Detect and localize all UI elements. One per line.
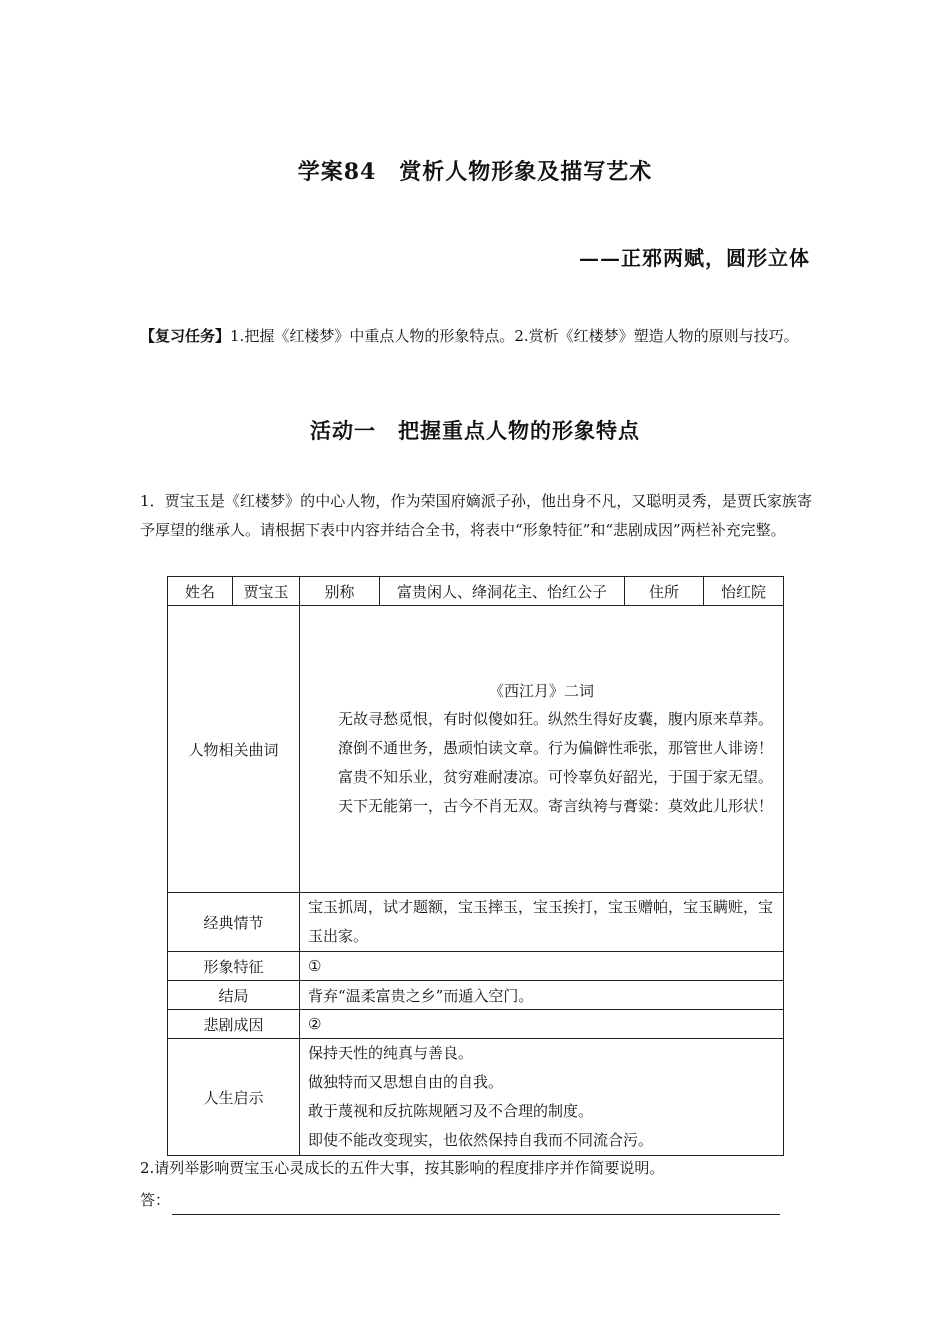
plot-value: 宝玉抓周，试才题额，宝玉摔玉，宝玉挨打，宝玉赠帕，宝玉瞒赃，宝玉出家。 <box>300 893 784 952</box>
table-row <box>168 952 784 981</box>
poem-title: 《西江月》二词 <box>488 682 594 700</box>
table-row <box>168 577 784 606</box>
plot-label: 经典情节 <box>168 893 300 952</box>
review-task-text: 1.把握《红楼梦》中重点人物的形象特点。2.赏析《红楼梦》塑造人物的原则与技巧。 <box>230 327 799 345</box>
insight-line: 做独特而又思想自由的自我。 <box>308 1073 504 1091</box>
insight-label: 人生启示 <box>168 1039 300 1156</box>
name-label: 姓名 <box>168 577 233 606</box>
alias-value: 富贵闲人、绛洞花主、怡红公子 <box>380 577 625 606</box>
cause-label: 悲剧成因 <box>168 1010 300 1039</box>
question-2: 2.请列举影响贾宝玉心灵成长的五件大事，按其影响的程度排序并作简要说明。 <box>140 1159 665 1177</box>
poem-line: 无故寻愁觅恨，有时似傻如狂。纵然生得好皮囊，腹内原来草莽。 <box>338 710 774 728</box>
cause-value: ② <box>300 1010 784 1039</box>
poem-cell <box>300 606 784 893</box>
answer-area <box>140 1186 780 1215</box>
table-row <box>168 893 784 952</box>
poem-label: 人物相关曲词 <box>168 606 300 893</box>
answer-line[interactable] <box>172 1194 780 1215</box>
residence-value: 怡红院 <box>704 577 784 606</box>
poem-line: 天下无能第一，古今不肖无双。寄言纨袴与膏粱：莫效此儿形状！ <box>338 797 774 815</box>
table-row <box>168 981 784 1010</box>
question-1: 1．贾宝玉是《红楼梦》的中心人物，作为荣国府嫡派子孙，他出身不凡，又聪明灵秀，是贾氏家族寄予厚望的继承人。请根据下表中内容并结合全书，将表中“形象特征”和“悲剧成因”两栏补充完整。 <box>140 492 812 539</box>
insight-cell <box>300 1039 784 1156</box>
page-subtitle: ——正邪两赋，圆形立体 <box>579 246 810 270</box>
trait-value: ① <box>300 952 784 981</box>
insight-line: 即使不能改变现实，也依然保持自我而不同流合污。 <box>308 1131 654 1149</box>
insight-line: 保持天性的纯真与善良。 <box>308 1044 474 1062</box>
name-value: 贾宝玉 <box>233 577 300 606</box>
answer-label: 答： <box>140 1191 171 1209</box>
ending-label: 结局 <box>168 981 300 1010</box>
poem-line: 潦倒不通世务，愚顽怕读文章。行为偏僻性乖张，那管世人诽谤！ <box>338 739 774 757</box>
ending-value: 背弃“温柔富贵之乡”而遁入空门。 <box>300 981 784 1010</box>
page-title: 学案84 赏析人物形象及描写艺术 <box>297 159 653 185</box>
poem-line: 富贵不知乐业，贫穷难耐凄凉。可怜辜负好韶光，于国于家无望。 <box>338 768 774 786</box>
insight-line: 敢于蔑视和反抗陈规陋习及不合理的制度。 <box>308 1102 594 1120</box>
table-row <box>168 606 784 893</box>
review-task-tag: 【复习任务】 <box>140 327 231 345</box>
section-title: 活动一 把握重点人物的形象特点 <box>310 418 640 443</box>
character-table <box>167 576 784 1156</box>
review-task <box>140 322 812 351</box>
alias-label: 别称 <box>300 577 380 606</box>
table-row <box>168 1010 784 1039</box>
table-row <box>168 1039 784 1156</box>
residence-label: 住所 <box>625 577 704 606</box>
trait-label: 形象特征 <box>168 952 300 981</box>
